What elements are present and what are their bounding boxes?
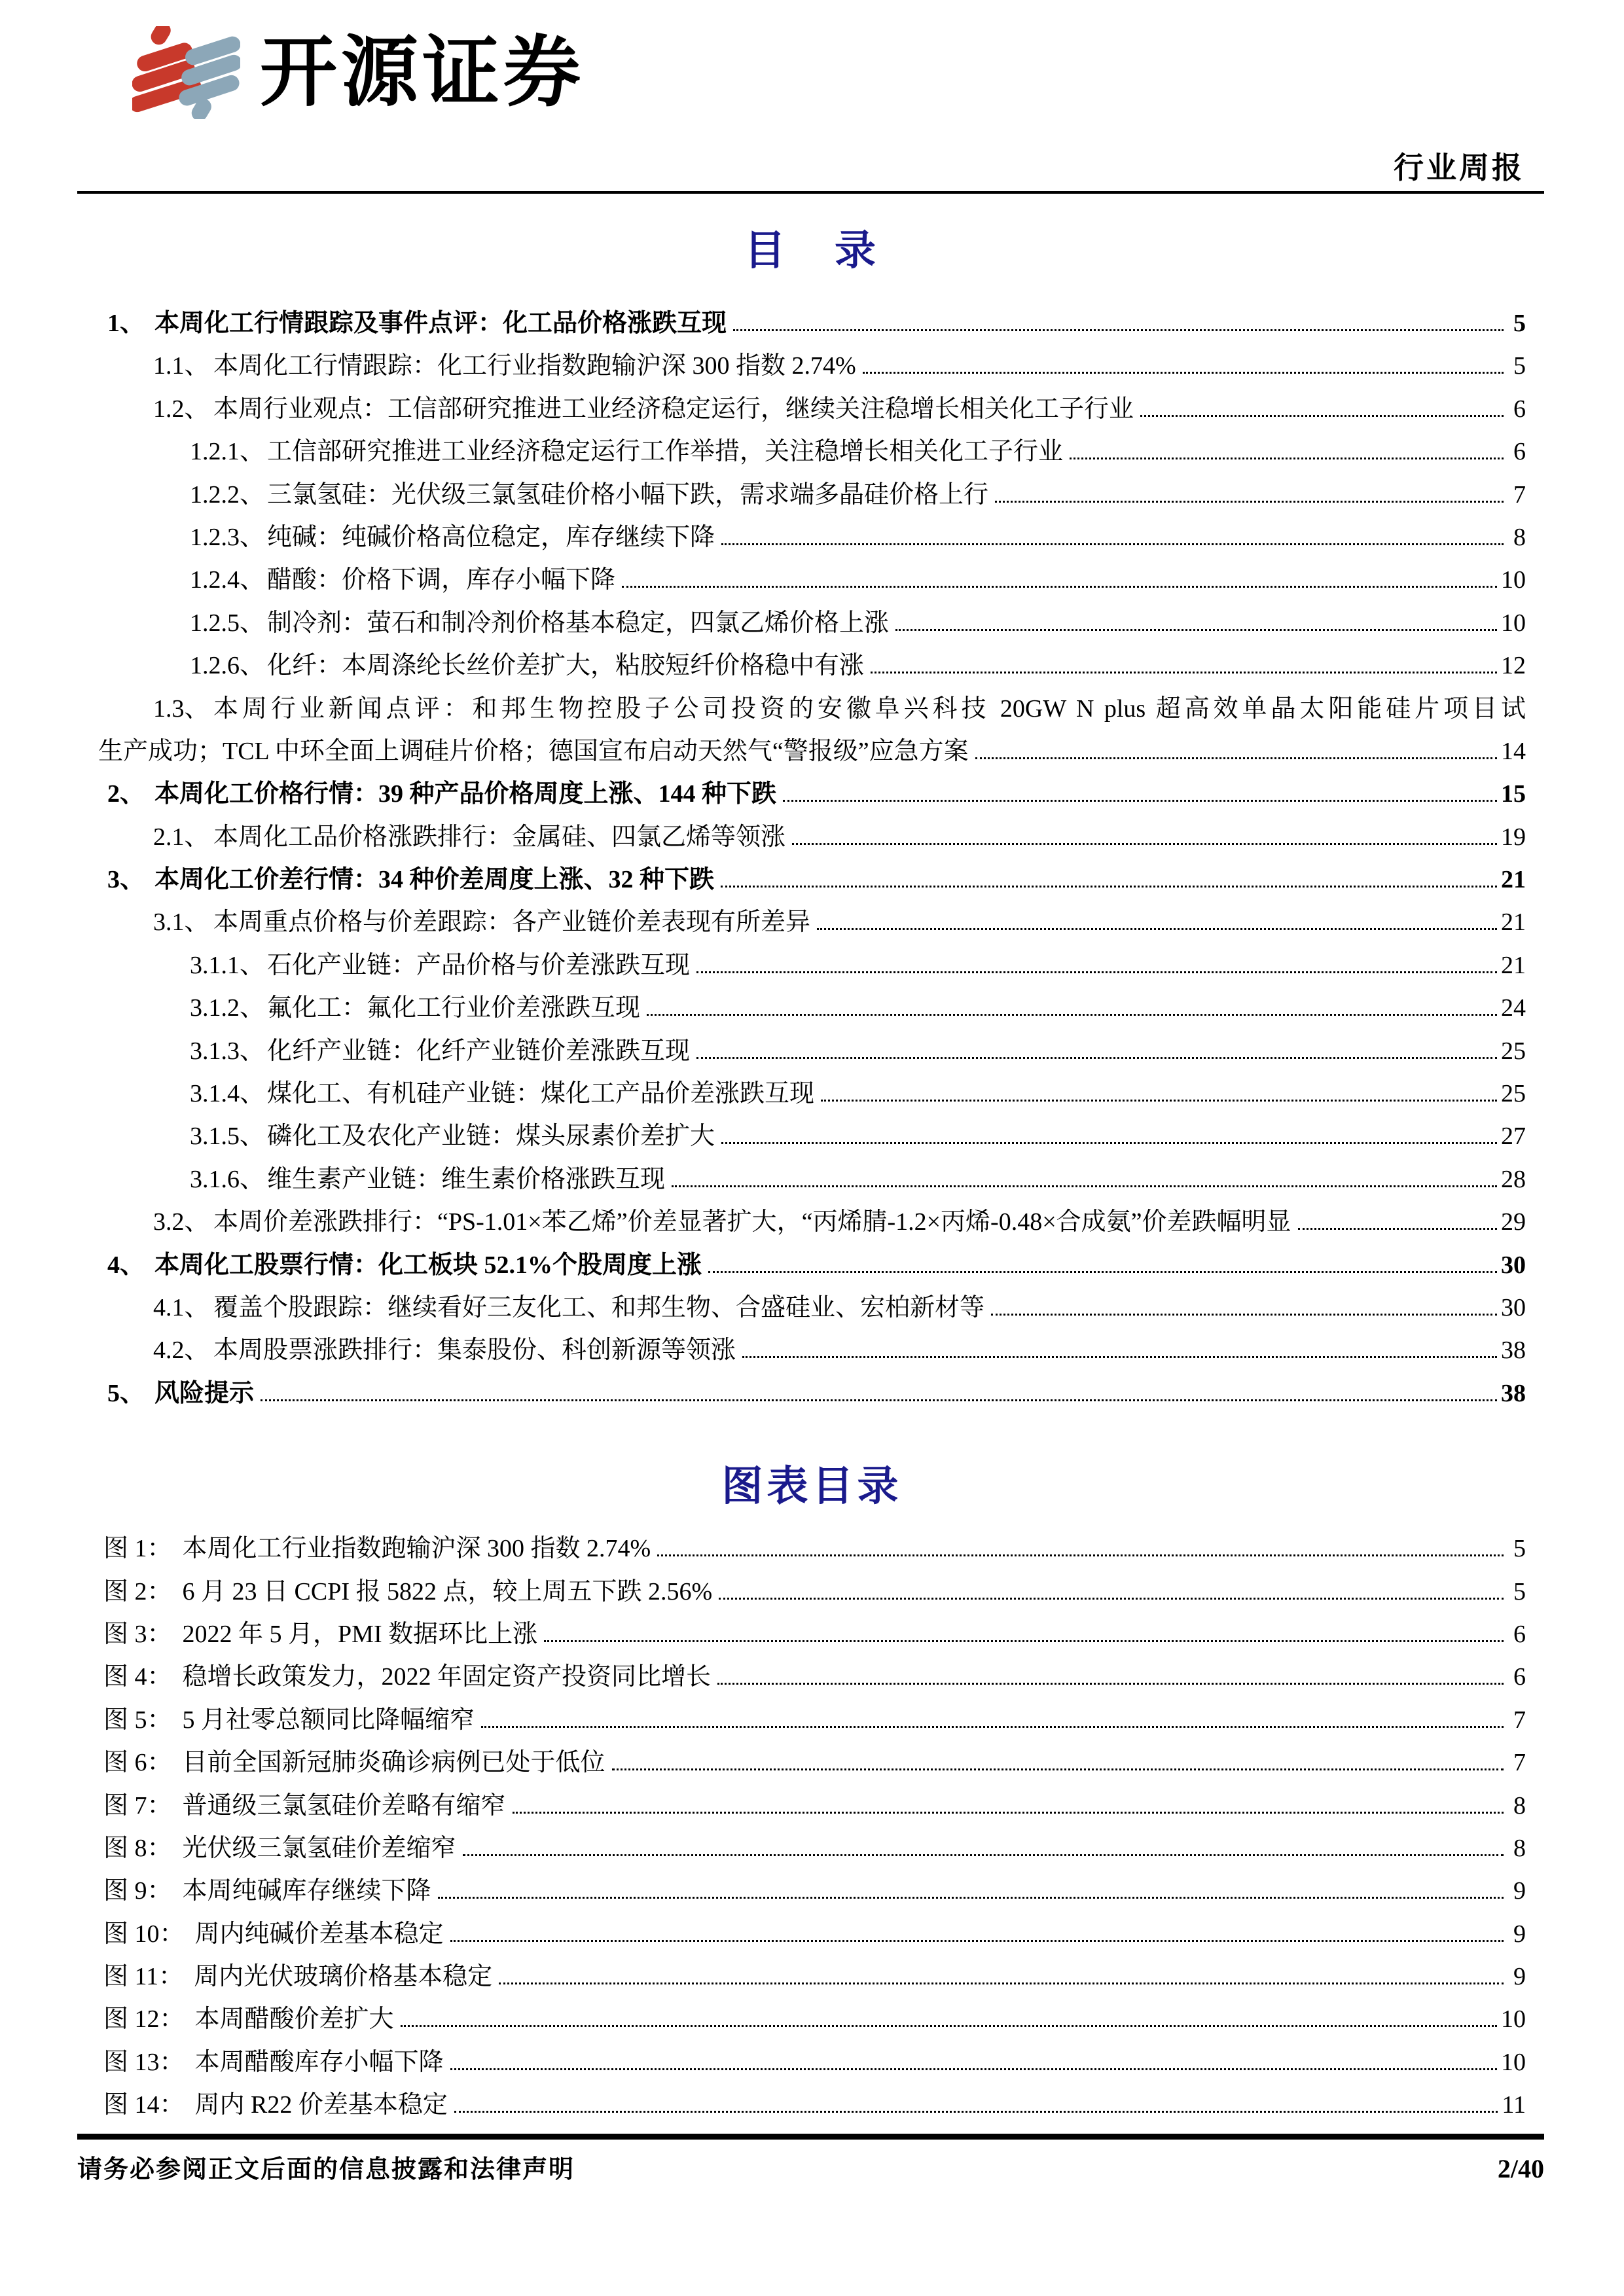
dot-leader — [672, 1183, 1497, 1187]
toc-entry-text: 本周化工价格行情：39 种产品价格周度上涨、144 种下跌 — [154, 780, 777, 808]
figure-entry-text: 普通级三氯氢硅价差略有缩窄 — [182, 1791, 506, 1820]
toc-entry-number: 2、 — [107, 780, 145, 808]
header-divider — [77, 191, 1544, 194]
toc-entry-number: 1.2.6、 — [190, 652, 265, 680]
dot-leader — [719, 1595, 1504, 1600]
dot-leader — [975, 755, 1497, 759]
figure-entry[interactable] — [98, 1827, 1526, 1870]
dot-leader — [454, 2108, 1498, 2113]
dot-leader — [499, 1980, 1504, 1984]
dot-leader — [991, 1311, 1497, 1316]
toc-entry[interactable] — [98, 944, 1526, 987]
toc-entry-page: 29 — [1501, 1208, 1526, 1236]
dot-leader — [1140, 412, 1504, 417]
toc-list — [98, 302, 1526, 1415]
figure-entry-page: 11 — [1502, 2091, 1526, 2119]
figure-entry-number: 图 12： — [103, 2005, 185, 2034]
figure-entry-number: 图 14： — [103, 2091, 185, 2119]
figure-entry-number: 图 8： — [103, 1834, 172, 1862]
figure-entry-text: 本周醋酸价差扩大 — [194, 2005, 394, 2034]
dot-leader — [1298, 1225, 1498, 1230]
toc-entry-page: 5 — [1513, 310, 1526, 337]
toc-entry-page: 30 — [1501, 1293, 1526, 1321]
figure-entry-page: 9 — [1513, 1963, 1526, 1991]
figure-entry-page: 8 — [1513, 1791, 1526, 1820]
dot-leader — [895, 626, 1497, 631]
toc-entry[interactable] — [98, 773, 1526, 816]
toc-entry-page: 21 — [1501, 908, 1526, 937]
toc-entry-page: 21 — [1501, 951, 1526, 979]
toc-entry-text: 纯碱：纯碱价格高位稳定，库存继续下降 — [267, 523, 715, 551]
dot-leader — [261, 1397, 1497, 1401]
toc-entry-page: 6 — [1513, 438, 1526, 466]
dot-leader — [708, 1268, 1497, 1273]
figure-entry-text: 稳增长政策发力，2022 年固定资产投资同比增长 — [182, 1663, 712, 1691]
toc-entry-text: 本周重点价格与价差跟踪：各产业链价差表现有所差异 — [213, 908, 811, 937]
figure-entry-page: 6 — [1513, 1620, 1526, 1648]
figure-entry-number: 图 2： — [103, 1577, 172, 1605]
toc-entry-page: 5 — [1513, 352, 1526, 380]
toc-entry[interactable] — [98, 1073, 1526, 1115]
toc-entry[interactable] — [98, 1244, 1526, 1287]
toc-entry-text: 本周化工行情跟踪：化工行业指数跑输沪深 300 指数 2.74% — [213, 352, 856, 380]
toc-entry-number: 3.1.2、 — [190, 994, 265, 1022]
figure-entry-text: 本周纯碱库存继续下降 — [182, 1877, 431, 1905]
toc-title: 目 录 — [744, 228, 880, 274]
figure-entry-page: 7 — [1513, 1706, 1526, 1734]
toc-entry-number: 3、 — [107, 866, 145, 894]
toc-entry[interactable] — [98, 816, 1526, 859]
toc-entry-text: 本周行业观点：工信部研究推进工业经济稳定运行，继续关注稳增长相关化工子行业 — [213, 395, 1134, 423]
toc-entry-number: 1.3、 — [153, 694, 209, 723]
dot-leader — [721, 541, 1504, 545]
toc-entry[interactable] — [98, 730, 1526, 773]
figure-entry-text: 本周化工行业指数跑输沪深 300 指数 2.74% — [182, 1535, 651, 1563]
dot-leader — [792, 840, 1497, 845]
figure-entry[interactable] — [98, 1656, 1526, 1698]
dot-leader — [622, 583, 1497, 588]
dot-leader — [995, 498, 1504, 503]
figure-entry[interactable] — [98, 1956, 1526, 1998]
figure-entry-text: 6 月 23 日 CCPI 报 5822 点，较上周五下跌 2.56% — [182, 1577, 713, 1605]
figure-entry-number: 图 5： — [103, 1706, 172, 1734]
figure-entry-text: 本周醋酸库存小幅下降 — [194, 2048, 444, 2076]
toc-entry-number: 1.2、 — [153, 395, 209, 423]
toc-entry[interactable] — [98, 1158, 1526, 1201]
toc-entry-number: 1.2.5、 — [190, 609, 265, 637]
dot-leader — [717, 1680, 1504, 1685]
dot-leader — [817, 925, 1497, 930]
toc-entry[interactable] — [98, 302, 1526, 345]
figure-entry[interactable] — [98, 1998, 1526, 2041]
brand-name: 开源证券 — [260, 29, 585, 116]
toc-entry-page: 8 — [1513, 523, 1526, 551]
figure-entry-text: 5 月社零总额同比降幅缩窄 — [182, 1706, 475, 1734]
toc-entry-text: 化纤产业链：化纤产业链价差涨跌互现 — [267, 1037, 691, 1065]
toc-entry-text: 醋酸：价格下调，库存小幅下降 — [267, 566, 616, 594]
toc-entry[interactable] — [98, 987, 1526, 1030]
toc-entry[interactable] — [98, 1287, 1526, 1329]
footer-disclaimer: 请务必参阅正文后面的信息披露和法律声明 — [77, 2156, 575, 2183]
toc-entry-number: 3.2、 — [153, 1208, 209, 1236]
toc-entry-text: 工信部研究推进工业经济稳定运行工作举措，关注稳增长相关化工子行业 — [267, 438, 1064, 466]
dot-leader — [733, 327, 1504, 331]
toc-entry-number: 3.1.5、 — [190, 1122, 265, 1151]
figure-entry-page: 10 — [1501, 2005, 1526, 2034]
toc-entry-text: 风险提示 — [154, 1379, 255, 1407]
figure-entry-text: 周内 R22 价差基本稳定 — [194, 2091, 448, 2119]
toc-entry-text: 本周行业新闻点评：和邦生物控股子公司投资的安徽阜兴科技 20GW N plus 超高效单晶太阳能硅片项目试 — [213, 694, 1526, 723]
toc-entry-page: 14 — [1501, 737, 1526, 765]
figure-entry-text: 2022 年 5 月，PMI 数据环比上涨 — [182, 1620, 538, 1648]
dot-leader — [544, 1638, 1504, 1642]
dot-leader — [647, 1011, 1497, 1016]
dot-leader — [450, 1937, 1504, 1942]
figure-entry-page: 7 — [1513, 1749, 1526, 1777]
figure-entry-text: 光伏级三氯氢硅价差缩窄 — [182, 1834, 456, 1862]
figure-entry[interactable] — [98, 2041, 1526, 2084]
dot-leader — [657, 1552, 1504, 1556]
toc-entry-page: 28 — [1501, 1165, 1526, 1193]
toc-entry-number: 1.2.2、 — [190, 480, 265, 509]
footer-row — [77, 2149, 1544, 2185]
toc-entry[interactable] — [98, 474, 1526, 516]
toc-entry-page: 38 — [1501, 1379, 1526, 1407]
dot-leader — [863, 369, 1504, 374]
figure-entry-page: 9 — [1513, 1877, 1526, 1905]
toc-entry-page: 10 — [1501, 566, 1526, 594]
toc-entry[interactable] — [98, 688, 1526, 730]
toc-entry-page: 7 — [1513, 480, 1526, 509]
toc-entry[interactable] — [98, 559, 1526, 601]
figure-entry[interactable] — [98, 1870, 1526, 1912]
toc-entry-page: 15 — [1501, 780, 1526, 808]
toc-entry-text: 制冷剂：萤石和制冷剂价格基本稳定，四氯乙烯价格上涨 — [267, 609, 890, 637]
figure-entry-number: 图 6： — [103, 1749, 172, 1777]
toc-entry-number: 3.1.1、 — [190, 951, 265, 979]
figure-entry[interactable] — [98, 1913, 1526, 1956]
figure-entry-text: 目前全国新冠肺炎确诊病例已处于低位 — [182, 1749, 605, 1777]
toc-entry[interactable] — [98, 1329, 1526, 1372]
dot-leader — [721, 1139, 1497, 1144]
figure-entry-number: 图 4： — [103, 1663, 172, 1691]
dot-leader — [401, 2022, 1497, 2027]
toc-entry-text: 磷化工及农化产业链：煤头尿素价差扩大 — [267, 1122, 715, 1151]
dot-leader — [438, 1894, 1504, 1899]
toc-entry-page: 10 — [1501, 609, 1526, 637]
toc-entry-text: 生产成功；TCL 中环全面上调硅片价格；德国宣布启动天然气“警报级”应急方案 — [98, 737, 969, 765]
toc-entry-text: 覆盖个股跟踪：继续看好三友化工、和邦生物、合盛硅业、宏柏新材等 — [213, 1293, 985, 1321]
toc-entry-page: 19 — [1501, 823, 1526, 851]
report-footer — [77, 2134, 1544, 2185]
figure-entry[interactable] — [98, 1571, 1526, 1613]
toc-entry-page: 25 — [1501, 1080, 1526, 1108]
toc-entry[interactable] — [98, 1201, 1526, 1244]
report-header — [98, 0, 1526, 194]
figure-entry-page: 8 — [1513, 1834, 1526, 1862]
footer-page-indicator: 2/40 — [1497, 2154, 1544, 2183]
dot-leader — [696, 1054, 1497, 1059]
toc-entry[interactable] — [98, 1030, 1526, 1073]
dot-leader — [871, 669, 1497, 673]
toc-entry[interactable] — [98, 901, 1526, 944]
toc-entry-text: 煤化工、有机硅产业链：煤化工产品价差涨跌互现 — [267, 1080, 815, 1108]
toc-entry-text: 化纤：本周涤纶长丝价差扩大，粘胶短纤价格稳中有涨 — [267, 652, 865, 680]
dot-leader — [721, 883, 1497, 888]
toc-entry-text: 本周股票涨跌排行：集泰股份、科创新源等领涨 — [213, 1336, 736, 1365]
toc-entry-page: 6 — [1513, 395, 1526, 423]
toc-entry-number: 1.1、 — [153, 352, 209, 380]
toc-entry-number: 4.1、 — [153, 1293, 209, 1321]
toc-entry-page: 27 — [1501, 1122, 1526, 1151]
figure-entry-number: 图 3： — [103, 1620, 172, 1648]
brand — [132, 26, 585, 119]
dot-leader — [463, 1852, 1504, 1856]
figure-entry[interactable] — [98, 1742, 1526, 1784]
figure-entry-page: 10 — [1501, 2048, 1526, 2076]
figures-title: 图表目录 — [721, 1463, 903, 1510]
toc-entry-text: 三氯氢硅：光伏级三氯氢硅价格小幅下跌，需求端多晶硅价格上行 — [267, 480, 989, 509]
figure-entry-page: 5 — [1513, 1535, 1526, 1563]
dot-leader — [1070, 455, 1504, 459]
toc-entry-page: 24 — [1501, 994, 1526, 1022]
toc-entry[interactable] — [98, 431, 1526, 473]
toc-entry[interactable] — [98, 859, 1526, 901]
toc-entry-number: 3.1.6、 — [190, 1165, 265, 1193]
figure-entry-number: 图 7： — [103, 1791, 172, 1820]
figure-entry-number: 图 13： — [103, 2048, 185, 2076]
figure-entry-text: 周内光伏玻璃价格基本稳定 — [194, 1963, 493, 1991]
figure-entry[interactable] — [98, 1785, 1526, 1827]
toc-entry-number: 1.2.4、 — [190, 566, 265, 594]
toc-entry-text: 石化产业链：产品价格与价差涨跌互现 — [267, 951, 691, 979]
toc-entry-page: 12 — [1501, 652, 1526, 680]
toc-entry-number: 3.1.3、 — [190, 1037, 265, 1065]
toc-entry-page: 21 — [1501, 866, 1526, 894]
toc-entry-text: 本周化工行情跟踪及事件点评：化工品价格涨跌互现 — [154, 310, 727, 337]
dot-leader — [696, 969, 1497, 973]
toc-entry-number: 4、 — [107, 1251, 145, 1279]
figure-entry-number: 图 11： — [103, 1963, 184, 1991]
figure-entry-number: 图 1： — [103, 1535, 172, 1563]
report-type-label: 行业周报 — [1394, 151, 1525, 185]
toc-entry-number: 2.1、 — [153, 823, 209, 851]
toc-entry-page: 38 — [1501, 1336, 1526, 1365]
kaiyuan-logo-icon — [132, 26, 240, 119]
dot-leader — [742, 1354, 1497, 1358]
footer-divider — [77, 2134, 1544, 2140]
toc-entry[interactable] — [98, 345, 1526, 387]
toc-entry-number: 3.1.4、 — [190, 1080, 265, 1108]
toc-entry-number: 1.2.3、 — [190, 523, 265, 551]
figures-list — [98, 1528, 1526, 2126]
figure-entry[interactable] — [98, 1528, 1526, 1570]
figure-entry-number: 图 10： — [103, 1920, 185, 1948]
dot-leader — [513, 1809, 1504, 1814]
figure-entry-page: 6 — [1513, 1663, 1526, 1691]
toc-entry-number: 1、 — [107, 310, 145, 337]
figure-entry[interactable] — [98, 1699, 1526, 1742]
toc-entry-number: 3.1、 — [153, 908, 209, 937]
toc-entry-text: 本周价差涨跌排行：“PS-1.01×苯乙烯”价差显著扩大，“丙烯腈-1.2×丙烯-0.48×合成氨”价差跌幅明显 — [213, 1208, 1291, 1236]
dot-leader — [612, 1766, 1504, 1770]
toc-entry-number: 4.2、 — [153, 1336, 209, 1365]
toc-entry[interactable] — [98, 388, 1526, 431]
toc-entry[interactable] — [98, 602, 1526, 645]
toc-entry-text: 维生素产业链：维生素价格涨跌互现 — [267, 1165, 666, 1193]
dot-leader — [481, 1723, 1504, 1728]
figure-entry-text: 周内纯碱价差基本稳定 — [194, 1920, 444, 1948]
figure-entry-page: 9 — [1513, 1920, 1526, 1948]
dot-leader — [821, 1097, 1497, 1102]
toc-entry[interactable] — [98, 1115, 1526, 1158]
dot-leader — [450, 2066, 1497, 2070]
figure-entry[interactable] — [98, 2084, 1526, 2126]
toc-entry-number: 5、 — [107, 1379, 145, 1407]
toc-entry-number: 1.2.1、 — [190, 438, 265, 466]
toc-entry[interactable] — [98, 1372, 1526, 1415]
toc-entry-text: 本周化工价差行情：34 种价差周度上涨、32 种下跌 — [154, 866, 715, 894]
toc-entry-page: 25 — [1501, 1037, 1526, 1065]
figure-entry-page: 5 — [1513, 1577, 1526, 1605]
toc-entry-text: 本周化工股票行情：化工板块 52.1%个股周度上涨 — [154, 1251, 702, 1279]
figure-entry[interactable] — [98, 1613, 1526, 1656]
dot-leader — [783, 797, 1497, 802]
logo-blue-stripes — [187, 45, 234, 113]
toc-entry-text: 本周化工品价格涨跌排行：金属硅、四氯乙烯等领涨 — [213, 823, 786, 851]
toc-entry[interactable] — [98, 645, 1526, 687]
toc-entry[interactable] — [98, 516, 1526, 559]
figure-entry-number: 图 9： — [103, 1877, 172, 1905]
toc-entry-text: 氟化工：氟化工行业价差涨跌互现 — [267, 994, 641, 1022]
toc-entry-page: 30 — [1501, 1251, 1526, 1279]
